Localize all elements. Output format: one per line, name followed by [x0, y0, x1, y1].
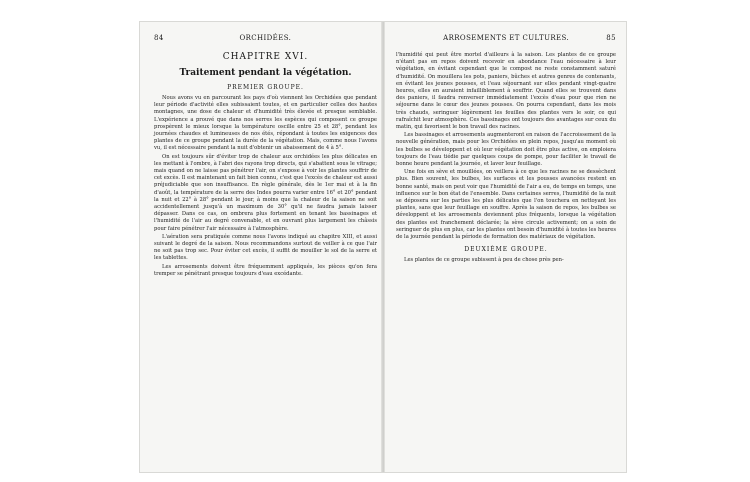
- paragraph: L'aération sera pratiquée comme nous l'avons indiqué au chapitre XIII, et aussi suivant le degré de la saison. Nous recommandons surtout de veiller à ce que l'air ne soit pas trop sec. Pour éviter cet excès, il suffit de mouiller le sol de la serre et les tablettes.: [154, 233, 377, 262]
- chapter-subtitle: Traitement pendant la végétation.: [179, 68, 352, 78]
- right-page: [383, 22, 626, 472]
- paragraph: Une fois en sève et mouillées, on veillera à ce que les racines ne se dessèchent plus. Bien souvent, les bulbes, les surfaces et les pousses avancées restent en bonne santé, mais on peut voir que l'humidité de l'air a eu, de temps en temps, une influence sur le bon état de l'ensemble. Dans certaines serres, l'humidité de la nuit se déposera sur les parties les plus délicates que l'on touchera en nettoyant les plantes, sans que leur feuillage en souffre. Après la saison de repos, les bulbes se développent et les arrosements deviennent plus fréquents, lorsque la végétation des plantes est franchement déclarée; la sève circule activement; on a soin de seringuer de plus en plus, car les plantes ont besoin d'humidité à toutes les heures de la journée pendant la période de formation des matériaux de végétation.: [396, 169, 616, 241]
- page-number-left: 84: [154, 34, 164, 42]
- paragraph: Les bassinages et arrosements augmenteront en raison de l'accroissement de la nouvelle génération, mais pour les Orchidées en plein repos, jusqu'au moment où les bulbes se développent et où leur végétation doit être plus active, on emploiera toujours de l'eau tiédie par quelques coups de pompe, pour faciliter le travail de bonne heure pendant la journée, et laver leur feuillage.: [396, 132, 616, 168]
- running-head-left: ORCHIDÉES.: [239, 34, 292, 42]
- group-heading-second: DEUXIÈME GROUPE.: [464, 246, 548, 254]
- book-spread: [140, 22, 626, 472]
- chapter-title: CHAPITRE XVI.: [222, 52, 309, 62]
- paragraph: On est toujours sûr d'éviter trop de chaleur aux orchidées les plus délicates en les mettant à l'ombre, à l'abri des rayons trop directs, qui s'abattent sous le vitrage; mais quand on ne laisse pas pénétrer l'air, on s'expose à voir les plantes souffrir de cet excès. Il est maintenant un fait bien connu, c'est que l'excès de chaleur est aussi préjudiciable que son insuffisance. En règle générale, dès le 1er mai et à la fin d'août, la température de la serre des Indes pourra varier entre 16° et 20° pendant la nuit et 22° à 28° pendant le jour, à moins que la chaleur de la saison ne soit accidentellement jusqu'à un maximum de 30° qu'il ne faudra jamais laisser dépasser. Dans ce cas, on ombrera plus fortement en tenant les bassinages et l'humidité de l'air au degré convenable, et en ouvrant plus largement les châssis pour faire pénétrer l'air nécessaire à l'atmosphère.: [154, 153, 377, 232]
- page-number-right: 85: [606, 34, 616, 42]
- paragraph: Nous avons vu en parcourant les pays d'où viennent les Orchidées que pendant leur période d'activité elles subissaient toutes, et en particulier celles des hautes montagnes, une dose de chaleur et d'humidité très élevée et presque semblable. L'expérience a prouvé que dans nos serres les espèces qui composent ce groupe prospèrent le mieux lorsque la température oscille entre 25 et 28°, pendant les journées chaudes et lumineuses de nos étés, répondant à toutes les exigences des plantes de ce groupe pendant la durée de la végétation. Mais, comme nous l'avons vu, il est nécessaire pendant la nuit d'obtenir un abaissement de 4 à 5°.: [154, 95, 377, 152]
- running-header-left: [154, 34, 377, 42]
- running-head-right: ARROSEMENTS ET CULTURES.: [443, 34, 570, 42]
- paragraph: Les plantes de ce groupe subissent à peu de chose près pen-: [404, 257, 564, 264]
- paragraph: Les arrosements doivent être fréquemment appliqués, les pièces qu'on fera tremper se pénétrant presque toujours d'eau excédante.: [154, 263, 377, 277]
- left-page: [140, 22, 383, 472]
- group-heading-first: PREMIER GROUPE.: [227, 84, 304, 91]
- running-header-right: [396, 34, 616, 42]
- paragraph: l'humidité qui peut être mortel d'ailleurs à la saison. Les plantes de ce groupe n'étant pas en repos doivent recevoir en abondance l'eau nécessaire à leur végétation, en évitant cependant que le compost ne reste constamment saturé d'humidité. On mouillera les pots, paniers, bûches et autres genres de contenants, en évitant les jeunes pousses, et l'eau séjournant sur elles pendant vingt-quatre heures, elles en auraient infailliblement à souffrir. Quand elles se trouvent dans des paniers, il faudra renverser immédiatement l'excès d'eau pour que rien ne séjourne dans le cœur des jeunes pousses. On pourra cependant, dans les mois très chauds, seringuer légèrement les feuilles des plantes vers le soir, ce qui rafraîchit leur atmosphère. Ces bassinages ont toujours des avantages sur ceux du matin, qui favorisent le bon travail des racines.: [396, 52, 616, 131]
